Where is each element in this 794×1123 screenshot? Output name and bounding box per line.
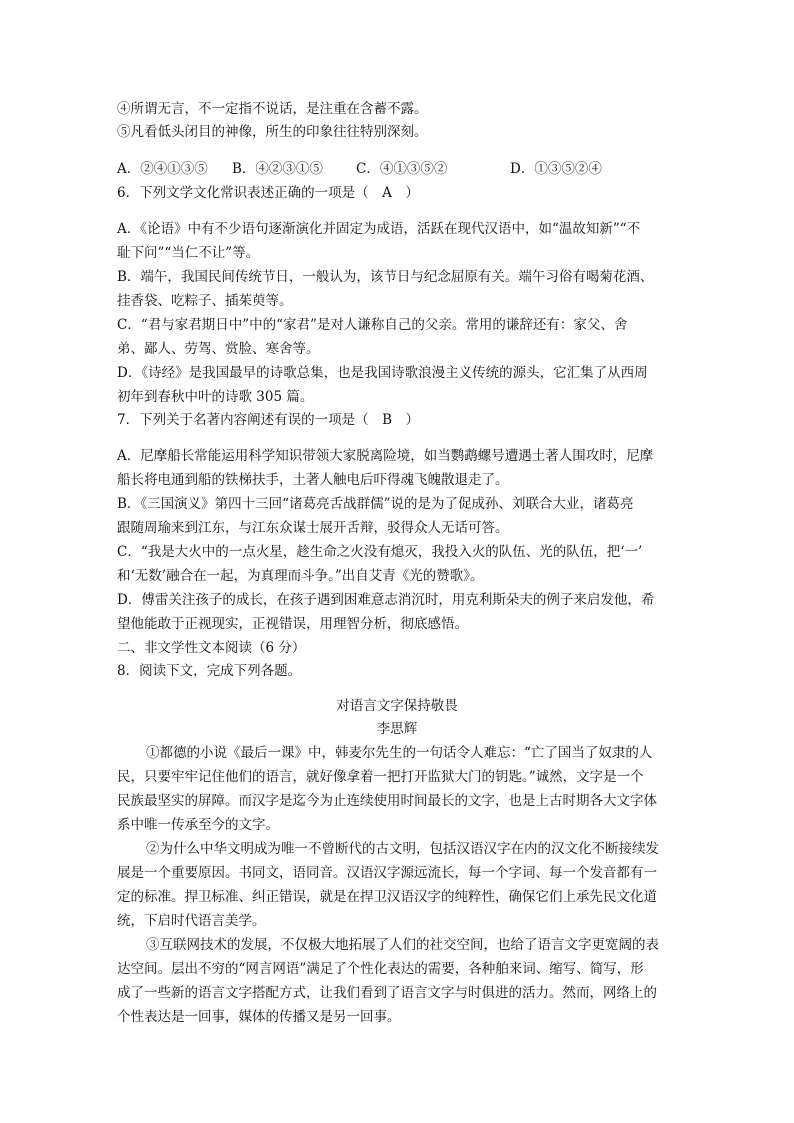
q6-line: C．“君与家君期日中”中的“家君”是对人谦称自己的父亲。常用的谦辞还有：家父、舍 (117, 317, 628, 333)
q5-option-a: A．②④①③⑤ (117, 161, 208, 177)
article-line: 达空间。层出不穷的“网言网语”满足了个性化表达的需要，各种舶来词、缩写、简写，形 (117, 961, 644, 977)
q6-line: 弟、鄙人、劳驾、赏脸、寒舍等。 (117, 341, 320, 357)
article-line: ①都德的小说《最后一课》中，韩麦尔先生的一句话令人难忘：“亡了国当了奴隶的人 (146, 745, 653, 761)
section-2-title: 二、非文学性文本阅读（6 分） (117, 640, 306, 656)
q7-line: 跟随周瑜来到江东，与江东众谋士展开舌辩，驳得众人无话可答。 (117, 520, 509, 536)
q6-stem: 6．下列文学文化常识表述正确的一项是（ A ） (117, 185, 419, 201)
q7-line: 望他能敢于正视现实，正视错误，用理智分析，彻底感悟。 (117, 616, 468, 632)
article-line: 成了一些新的语言文字搭配方式，让我们看到了语言文字与时俱进的活力。然而，网络上的 (117, 985, 657, 1001)
q7-stem: 7．下列关于名著内容阐述有误的一项是（ B ） (117, 412, 420, 428)
q6-line: B．端午，我国民间传统节日，一般认为，该节日与纪念屈原有关。端午习俗有喝菊花酒、 (117, 269, 654, 285)
article-author: 李思辉 (376, 721, 418, 737)
intro-item-4: ④所谓无言，不一定指不说话，是注重在含蓄不露。 (117, 101, 428, 117)
article-line: ③互联网技术的发展，不仅极大地拓展了人们的社交空间，也给了语言文字更宽阔的表 (146, 937, 659, 953)
q7-line: 船长将电通到船的铁梯扶手，土著人触电后吓得魂飞魄散退走了。 (117, 472, 509, 488)
q5-option-c: C．④①③⑤② (356, 161, 448, 177)
article-line: 系中唯一传承至今的文字。 (117, 817, 279, 833)
article-line: 展是一个重要原因。书同文，语同音。汉语汉字源远流长，每一个字词、每一个发音都有一 (117, 865, 657, 881)
article-line: 定的标准。捍卫标准、纠正错误，就是在捍卫汉语汉字的纯粹性，确保它们上承先民文化道 (117, 889, 657, 905)
article-line: 统，下启时代语言美学。 (117, 913, 266, 929)
q6-line: D．《诗经》是我国最早的诗歌总集，也是我国诗歌浪漫主义传统的源头，它汇集了从西周 (117, 365, 648, 381)
q6-line: 挂香袋、吃粽子、插茱萸等。 (117, 293, 293, 309)
q6-line: 耻下问”“当仁不让”等。 (117, 245, 260, 261)
q7-line: D．傅雷关注孩子的成长，在孩子遇到困难意志消沉时，用克利斯朵夫的例子来启发他，希 (117, 592, 655, 608)
article-line: ②为什么中华文明成为唯一不曾断代的古文明，包括汉语汉字在内的汉文化不断接续发 (146, 841, 659, 857)
q6-line: 初年到春秋中叶的诗歌 305 篇。 (117, 389, 314, 405)
q6-line: A．《论语》中有不少语句逐渐演化并固定为成语，活跃在现代汉语中，如“温故知新”“不 (117, 221, 641, 237)
q7-line: 和‘无数’融合在一起，为真理而斗争。”出自艾青《光的赞歌》。 (117, 568, 484, 584)
q5-option-b: B．④②③①⑤ (232, 161, 323, 177)
article-line: 个性表达是一回事，媒体的传播又是另一回事。 (117, 1009, 401, 1025)
q7-line: B．《三国演义》第四十三回“诸葛亮舌战群儒”说的是为了促成孙、刘联合大业，诸葛亮 (117, 496, 634, 512)
q7-line: A．尼摩船长常能运用科学知识带领大家脱离险境，如当鹦鹉螺号遭遇土著人围攻时，尼摩 (117, 448, 654, 464)
article-line: 民族最坚实的屏障。而汉字是迄今为止连续使用时间最长的文字，也是上古时期各大文字体 (117, 793, 657, 809)
article-title: 对语言文字保持敬畏 (336, 698, 458, 714)
intro-item-5: ⑤凡看低头闭目的神像，所生的印象往往特别深刻。 (117, 124, 428, 140)
article-line: 民，只要牢牢记住他们的语言，就好像拿着一把打开监狱大门的钥匙。”诚然，文字是一个 (117, 769, 644, 785)
q5-option-d: D．①③⑤②④ (510, 161, 602, 177)
q7-line: C．“我是大火中的一点火星，趁生命之火没有熄灭，我投入火的队伍、光的队伍，把‘一’ (117, 544, 643, 560)
q8-stem: 8．阅读下文，完成下列各题。 (117, 663, 302, 679)
